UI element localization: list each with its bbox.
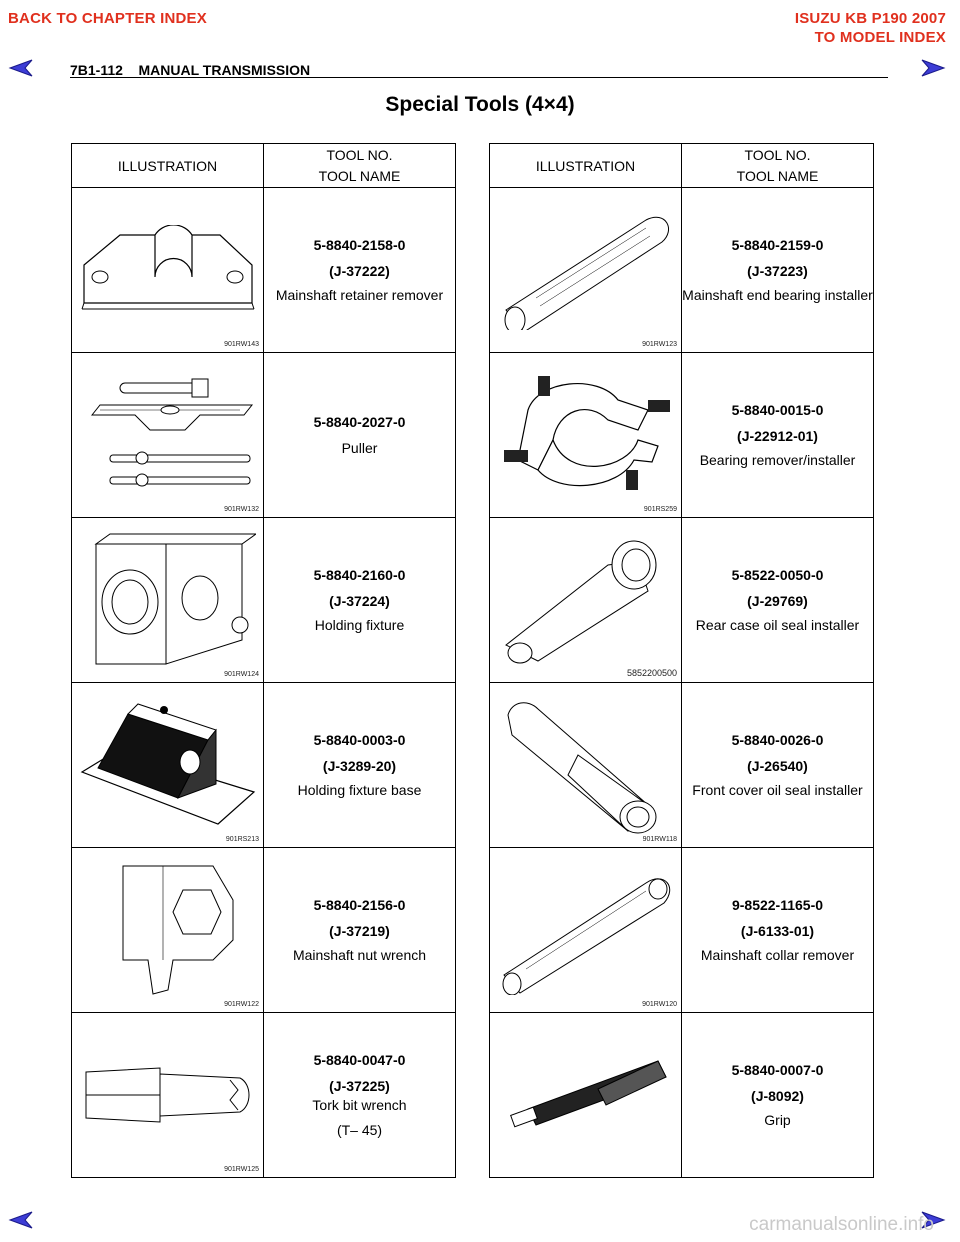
tool-illustration bbox=[72, 848, 264, 1013]
table-row bbox=[72, 188, 456, 353]
tool-info bbox=[264, 518, 456, 683]
tool-name: Bearing remover/installer bbox=[699, 451, 856, 468]
table-header-row bbox=[490, 144, 874, 188]
tool-name-header: TOOL NAME bbox=[318, 167, 401, 184]
tool-number: 9-8522-1165-0 bbox=[731, 896, 824, 913]
tool-info bbox=[682, 1013, 874, 1178]
tork-bit-icon bbox=[80, 1060, 256, 1130]
tool-j-number: (J-26540) bbox=[747, 757, 808, 774]
tool-j-number: (J-37223) bbox=[747, 262, 808, 279]
column-header-illustration: ILLUSTRATION bbox=[490, 144, 682, 188]
tool-name: Holding fixture base bbox=[297, 781, 422, 798]
table-row bbox=[72, 848, 456, 1013]
figure-code: 901RW143 bbox=[224, 341, 259, 348]
header-divider bbox=[70, 77, 888, 78]
table-row bbox=[490, 353, 874, 518]
previous-page-arrow-bottom-icon[interactable] bbox=[8, 1210, 36, 1230]
previous-page-arrow-icon[interactable] bbox=[8, 58, 36, 78]
column-header-tool bbox=[264, 144, 456, 188]
tool-info bbox=[264, 683, 456, 848]
figure-code: 901RW132 bbox=[224, 506, 259, 513]
tool-info bbox=[682, 353, 874, 518]
grip-icon bbox=[498, 1055, 674, 1135]
tool-j-number: (J-37219) bbox=[329, 922, 390, 939]
next-page-arrow-icon[interactable] bbox=[918, 58, 946, 78]
special-tools-table-right bbox=[489, 143, 874, 1178]
tool-info bbox=[682, 188, 874, 353]
figure-code: 901RW125 bbox=[224, 1166, 259, 1173]
tool-illustration bbox=[490, 518, 682, 683]
table-row bbox=[72, 518, 456, 683]
figure-code: 901RW124 bbox=[224, 671, 259, 678]
tool-number: 5-8840-0047-0 bbox=[313, 1051, 406, 1068]
table-row bbox=[490, 1013, 874, 1178]
tool-info bbox=[682, 683, 874, 848]
tool-illustration bbox=[72, 518, 264, 683]
tool-name: Mainshaft collar remover bbox=[700, 946, 855, 963]
tool-number: 5-8840-2160-0 bbox=[313, 566, 406, 583]
tool-number: 5-8840-2156-0 bbox=[313, 896, 406, 913]
tool-info bbox=[264, 848, 456, 1013]
page-title: Special Tools (4×4) bbox=[385, 93, 575, 116]
tool-name-detail: (T– 45) bbox=[336, 1121, 383, 1138]
tool-name-header: TOOL NAME bbox=[736, 167, 819, 184]
figure-code: 901RW120 bbox=[642, 1001, 677, 1008]
tool-illustration bbox=[490, 1013, 682, 1178]
tool-illustration bbox=[72, 683, 264, 848]
special-tools-table-left bbox=[71, 143, 456, 1178]
tool-illustration bbox=[490, 848, 682, 1013]
tool-number: 5-8840-0015-0 bbox=[731, 401, 824, 418]
tool-number: 5-8522-0050-0 bbox=[731, 566, 824, 583]
table-row bbox=[490, 188, 874, 353]
puller-icon bbox=[80, 375, 256, 495]
column-header-illustration: ILLUSTRATION bbox=[72, 144, 264, 188]
tool-j-number: (J-6133-01) bbox=[740, 922, 815, 939]
page-header bbox=[70, 62, 310, 78]
column-header-tool bbox=[682, 144, 874, 188]
tool-info bbox=[682, 518, 874, 683]
tool-number: 5-8840-2027-0 bbox=[313, 413, 406, 430]
figure-code: 901RS213 bbox=[225, 836, 259, 843]
tool-name: Holding fixture bbox=[314, 616, 405, 633]
tool-j-number: (J-37225) bbox=[329, 1077, 390, 1094]
tool-j-number: (J-29769) bbox=[747, 592, 808, 609]
figure-code: 5852200500 bbox=[626, 668, 677, 678]
table-row bbox=[490, 848, 874, 1013]
tool-info bbox=[264, 188, 456, 353]
tool-j-number: (J-3289-20) bbox=[322, 757, 397, 774]
tool-j-number: (J-37222) bbox=[329, 262, 390, 279]
front-seal-installer-icon bbox=[498, 695, 674, 835]
tool-no-header: TOOL NO. bbox=[326, 146, 393, 163]
table-row bbox=[72, 353, 456, 518]
tool-name: Mainshaft nut wrench bbox=[292, 946, 427, 963]
watermark: carmanualsonline.info bbox=[749, 1214, 934, 1235]
tool-number: 5-8840-0003-0 bbox=[313, 731, 406, 748]
nut-wrench-icon bbox=[93, 860, 243, 1000]
tool-name: Mainshaft retainer remover bbox=[275, 286, 444, 303]
tool-name: Rear case oil seal installer bbox=[695, 616, 860, 633]
figure-code: 901RW118 bbox=[642, 836, 677, 843]
tool-info bbox=[264, 1013, 456, 1178]
table-row bbox=[490, 683, 874, 848]
tool-illustration bbox=[490, 188, 682, 353]
tool-illustration bbox=[72, 188, 264, 353]
tool-j-number: (J-37224) bbox=[329, 592, 390, 609]
bearing-remover-installer-icon bbox=[498, 370, 674, 500]
table-row bbox=[72, 683, 456, 848]
collar-remover-icon bbox=[496, 865, 676, 995]
tool-number: 5-8840-2158-0 bbox=[313, 236, 406, 253]
holding-fixture-icon bbox=[80, 530, 256, 670]
figure-code: 901RW123 bbox=[642, 341, 677, 348]
rear-seal-installer-icon bbox=[498, 535, 674, 665]
tool-info bbox=[682, 848, 874, 1013]
tool-name: Grip bbox=[764, 1111, 791, 1128]
figure-code: 901RW122 bbox=[224, 1001, 259, 1008]
tool-number: 5-8840-0007-0 bbox=[731, 1061, 824, 1078]
table-row bbox=[72, 1013, 456, 1178]
table-row bbox=[490, 518, 874, 683]
fixture-base-icon bbox=[78, 700, 258, 830]
tool-illustration bbox=[490, 353, 682, 518]
to-model-index-link[interactable]: TO MODEL INDEX bbox=[814, 29, 946, 46]
page-code: 7B1-112 bbox=[70, 62, 123, 78]
figure-code: 901RS259 bbox=[643, 506, 677, 513]
bearing-installer-icon bbox=[496, 210, 676, 330]
tool-no-header: TOOL NO. bbox=[744, 146, 811, 163]
tool-info bbox=[264, 353, 456, 518]
tool-number: 5-8840-2159-0 bbox=[731, 236, 824, 253]
tool-illustration bbox=[72, 353, 264, 518]
tool-illustration bbox=[490, 683, 682, 848]
tool-name: Puller bbox=[341, 439, 378, 456]
model-title-link[interactable]: ISUZU KB P190 2007 bbox=[794, 10, 946, 27]
section-title: MANUAL TRANSMISSION bbox=[138, 62, 311, 78]
tool-name: Front cover oil seal installer bbox=[692, 781, 863, 798]
tool-name: Tork bit wrench bbox=[312, 1096, 407, 1113]
retainer-remover-icon bbox=[80, 225, 256, 315]
tool-name: Mainshaft end bearing installer bbox=[682, 286, 873, 303]
tool-j-number: (J-8092) bbox=[751, 1087, 804, 1104]
tool-number: 5-8840-0026-0 bbox=[731, 731, 824, 748]
table-header-row bbox=[72, 144, 456, 188]
tool-j-number: (J-22912-01) bbox=[737, 427, 818, 444]
back-to-chapter-index-link[interactable]: BACK TO CHAPTER INDEX bbox=[8, 10, 207, 27]
tool-illustration bbox=[72, 1013, 264, 1178]
